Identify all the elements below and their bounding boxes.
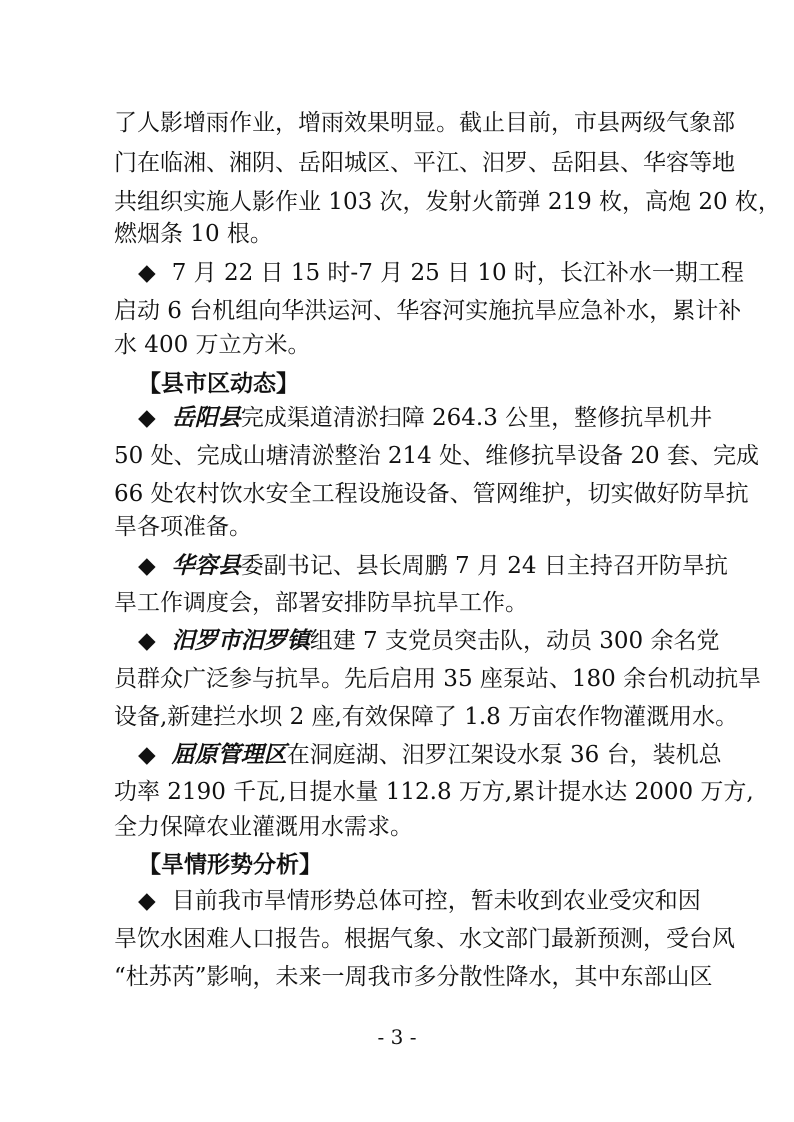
paragraph-line: 旱工作调度会，部署安排防旱抗旱工作。 (114, 590, 528, 616)
paragraph-text: 目前我市旱情形势总体可控，暂未收到农业受灾和因 (171, 888, 701, 914)
paragraph-text: 7 月 22 日 15 时-7 月 25 日 10 时，长江补水一期工程 (171, 260, 744, 286)
paragraph-line: 共组织实施人影作业 103 次，发射火箭弹 219 枚，高炮 20 枚， (114, 189, 781, 215)
paragraph-line: 启动 6 台机组向华洪运河、华容河实施抗旱应急补水，累计补 (114, 298, 742, 324)
section-heading-county: 【县市区动态】 (138, 370, 299, 397)
bullet-icon: ◆ (138, 742, 156, 768)
paragraph-line: 了人影增雨作业，增雨效果明显。截止目前，市县两级气象部 (114, 110, 735, 136)
paragraph-line: 旱饮水困难人口报告。根据气象、水文部门最新预测，受台风 (114, 926, 735, 952)
bullet-paragraph-yueyang (138, 401, 713, 435)
bullet-paragraph-quyuan (138, 738, 722, 772)
paragraph-line: 门在临湘、湘阴、岳阳城区、平江、汨罗、岳阳县、华容等地 (114, 150, 735, 176)
paragraph-text: 完成渠道清淤扫障 264.3 公里，整修抗旱机井 (240, 405, 713, 431)
paragraph-line: 设备,新建拦水坝 2 座,有效保障了 1.8 万亩农作物灌溉用水。 (114, 704, 739, 730)
paragraph-text: 在洞庭湖、汨罗江架设水泵 36 台，装机总 (286, 742, 722, 768)
bullet-paragraph-miluo (138, 624, 720, 658)
bullet-icon: ◆ (138, 260, 156, 286)
lead-county-name: 岳阳县 (171, 404, 241, 431)
section-heading-drought: 【旱情形势分析】 (138, 851, 322, 878)
bullet-icon: ◆ (138, 888, 156, 914)
paragraph-line: 旱各项准备。 (114, 514, 252, 540)
paragraph-line: 员群众广泛参与抗旱。先后启用 35 座泵站、180 余台机动抗旱 (114, 666, 762, 692)
bullet-icon: ◆ (138, 405, 156, 431)
paragraph-line: 66 处农村饮水安全工程设施设备、管网维护，切实做好防旱抗 (114, 481, 749, 507)
bullet-icon: ◆ (138, 553, 156, 579)
paragraph-line: 功率 2190 千瓦,日提水量 112.8 万方,累计提水达 2000 万方, (114, 779, 754, 805)
paragraph-line: 水 400 万立方米。 (114, 332, 311, 358)
page-number: - 3 - (377, 1025, 417, 1049)
paragraph-text: 委副书记、县长周鹏 7 月 24 日主持召开防旱抗 (240, 553, 728, 579)
lead-county-name: 汨罗市汨罗镇 (171, 627, 310, 654)
paragraph-text: 组建 7 支党员突击队，动员 300 余名党 (309, 628, 720, 654)
bullet-paragraph-supply (138, 256, 744, 290)
paragraph-line: 50 处、完成山塘清淤整治 214 处、维修抗旱设备 20 套、完成 (114, 443, 759, 469)
bullet-paragraph-huarong (138, 549, 728, 583)
paragraph-line: “杜苏芮”影响，未来一周我市多分散性降水，其中东部山区 (114, 964, 713, 990)
paragraph-line: 全力保障农业灌溉用水需求。 (114, 814, 413, 840)
lead-county-name: 屈原管理区 (171, 741, 287, 768)
lead-county-name: 华容县 (171, 552, 241, 579)
paragraph-line: 燃烟条 10 根。 (114, 221, 273, 247)
bullet-paragraph-drought (138, 884, 701, 918)
bullet-icon: ◆ (138, 628, 156, 654)
